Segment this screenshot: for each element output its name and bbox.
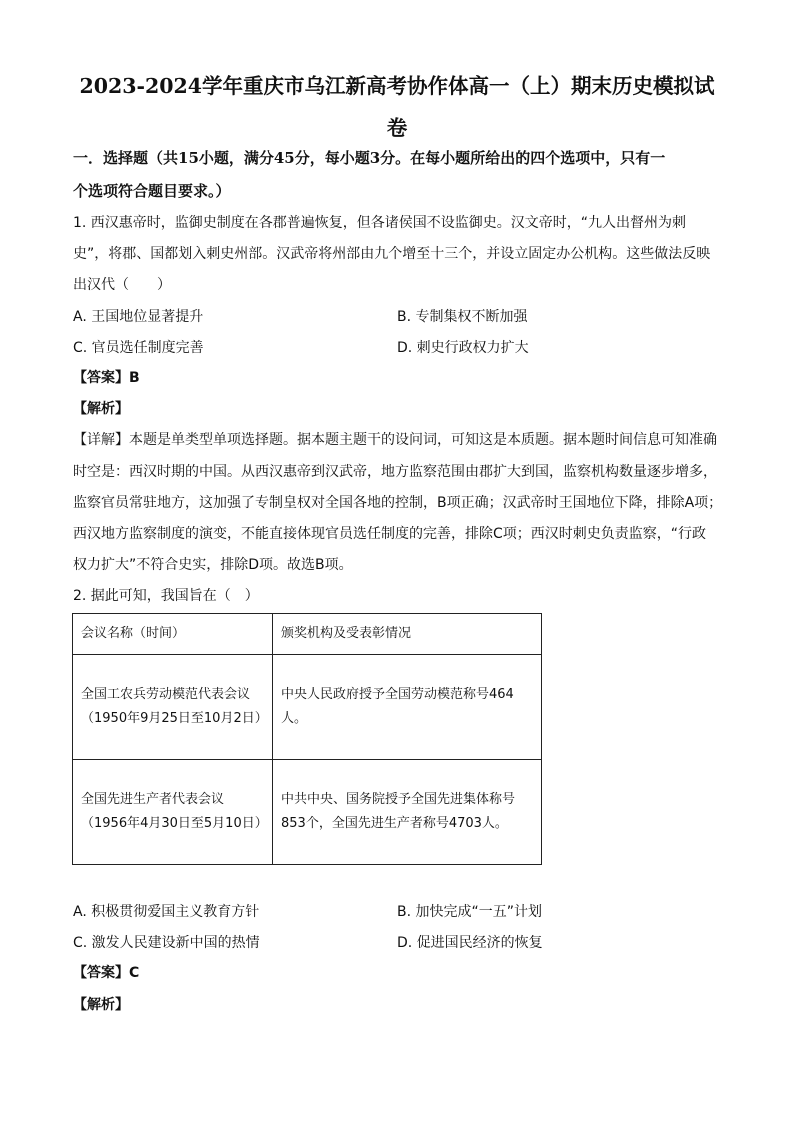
q2-option-b: B. 加快完成“一五”计划 bbox=[397, 904, 543, 920]
table-cell bbox=[273, 760, 542, 865]
q1-stem-line-3: 出汉代（ ） bbox=[73, 277, 171, 293]
table-header-cell: 会议名称（时间） bbox=[73, 614, 273, 655]
q1-option-b: B. 专制集权不断加强 bbox=[397, 309, 528, 325]
q1-option-c: C. 官员选任制度完善 bbox=[73, 340, 204, 356]
q2-option-d: D. 促进国民经济的恢复 bbox=[397, 935, 543, 951]
table-row bbox=[73, 655, 542, 760]
q2-analysis-label: 【解析】 bbox=[73, 997, 129, 1013]
q2-table bbox=[72, 613, 542, 865]
meeting-name: 全国工农兵劳动模范代表会议（1950年9月25日至10月2日） bbox=[81, 687, 268, 726]
section-heading-continued: 个选项符合题目要求。） bbox=[73, 182, 231, 200]
q1-analysis-label: 【解析】 bbox=[73, 401, 129, 417]
q1-detail-line-2: 时空是：西汉时期的中国。从西汉惠帝到汉武帝，地方监察范围由郡扩大到国，监察机构数量逐步增多， bbox=[73, 464, 717, 480]
page-title-continued: 卷 bbox=[386, 116, 408, 140]
meeting-name: 全国先进生产者代表会议（1956年4月30日至5月10日） bbox=[81, 792, 268, 831]
table-header-cell: 颁奖机构及受表彰情况 bbox=[273, 614, 542, 655]
q2-option-c: C. 激发人民建设新中国的热情 bbox=[73, 935, 260, 951]
q1-option-a: A. 王国地位显著提升 bbox=[73, 309, 204, 325]
section-heading: 一．选择题（共15小题，满分45分，每小题3分。在每小题所给出的四个选项中，只有一 bbox=[73, 149, 666, 167]
table-header-row bbox=[73, 614, 542, 655]
q1-detail-line-3: 监察官员常驻地方，这加强了专制皇权对全国各地的控制，B项正确；汉武帝时王国地位下降，排除A项； bbox=[73, 495, 723, 511]
page-title: 2023-2024学年重庆市乌江新高考协作体高一（上）期末历史模拟试 bbox=[79, 74, 715, 98]
q1-stem-line-1: 1. 西汉惠帝时，监御史制度在各郡普遍恢复，但各诸侯国不设监御史。汉文帝时，“九人出督州为刺 bbox=[73, 215, 687, 231]
q1-detail-line-5: 权力扩大”不符合史实，排除D项。故选B项。 bbox=[73, 557, 353, 573]
table-cell bbox=[273, 655, 542, 760]
q1-stem-line-2: 史”，将郡、国都划入刺史州部。汉武帝将州部由九个增至十三个，并设立固定办公机构。这些做法反映 bbox=[73, 246, 711, 262]
q2-answer: 【答案】C bbox=[73, 965, 140, 981]
award-detail: 中央人民政府授予全国劳动模范称号464人。 bbox=[281, 687, 514, 726]
q2-option-a: A. 积极贯彻爱国主义教育方针 bbox=[73, 904, 260, 920]
q1-detail-line-1: 【详解】本题是单类型单项选择题。据本题主题干的设问词，可知这是本质题。据本题时间信息可知准确 bbox=[73, 432, 717, 448]
q2-stem: 2. 据此可知，我国旨在（ ） bbox=[73, 588, 259, 604]
q1-detail-line-4: 西汉地方监察制度的演变，不能直接体现官员选任制度的完善，排除C项；西汉时刺史负责监察，“行政 bbox=[73, 526, 707, 542]
q1-option-d: D. 刺史行政权力扩大 bbox=[397, 340, 529, 356]
table-cell bbox=[73, 760, 273, 865]
table-cell bbox=[73, 655, 273, 760]
award-detail: 中共中央、国务院授予全国先进集体称号853个，全国先进生产者称号4703人。 bbox=[281, 792, 516, 831]
table-row bbox=[73, 760, 542, 865]
q1-answer: 【答案】B bbox=[73, 370, 140, 386]
